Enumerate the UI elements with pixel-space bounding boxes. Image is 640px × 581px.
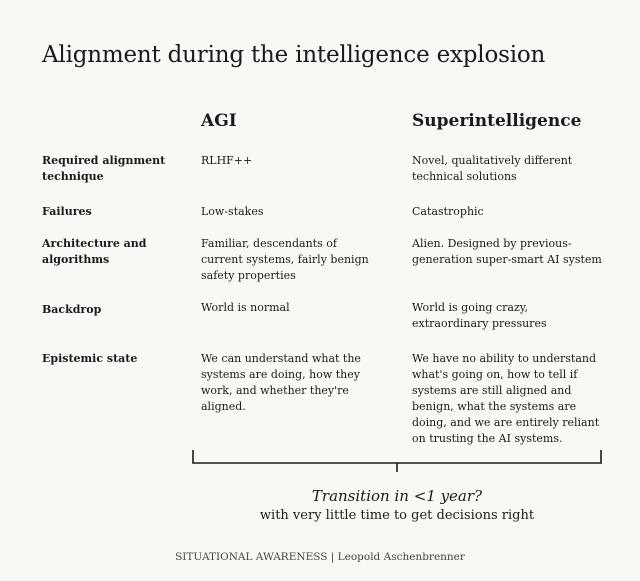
row-label-architecture-and-algorithms: Architecture and algorithms [42,237,147,266]
transition-bracket [192,448,602,472]
cell-agi-epistemic-state: We can understand what the systems are doing, how they work, and whether they're aligned. [201,352,361,413]
row-label-epistemic-state: Epistemic state [42,352,138,365]
transition-subline: with very little time to get decisions right [259,508,535,523]
cell-superintelligence-epistemic-state: We have no ability to understand what's going on, how to tell if systems are still aligned and benign, what the systems are doing, and we are entirely reliant on trusting the AI systems. [412,352,600,445]
footer-credit: SITUATIONAL AWARENESS | Leopold Aschenbrenner [175,551,465,563]
column-header-agi: AGI [201,111,237,131]
row-label-required-alignment-technique: Required alignment technique [42,154,166,183]
page-title: Alignment during the intelligence explosion [42,42,546,68]
row-label-failures: Failures [42,205,92,218]
cell-superintelligence-failures: Catastrophic [412,205,484,218]
cell-agi-required-alignment-technique: RLHF++ [201,154,253,167]
transition-headline: Transition in <1 year? [311,487,483,505]
cell-superintelligence-required-alignment-technique: Novel, qualitatively different technical solutions [412,154,573,183]
column-header-superintelligence: Superintelligence [412,111,582,131]
cell-superintelligence-architecture-and-algorithms: Alien. Designed by previous-generation super-smart AI system [412,237,602,266]
cell-agi-failures: Low-stakes [201,205,264,218]
row-label-backdrop: Backdrop [42,303,102,316]
cell-agi-backdrop: World is normal [201,301,290,314]
cell-superintelligence-backdrop: World is going crazy, extraordinary pressures [412,301,547,330]
cell-agi-architecture-and-algorithms: Familiar, descendants of current systems, fairly benign safety properties [201,237,369,282]
